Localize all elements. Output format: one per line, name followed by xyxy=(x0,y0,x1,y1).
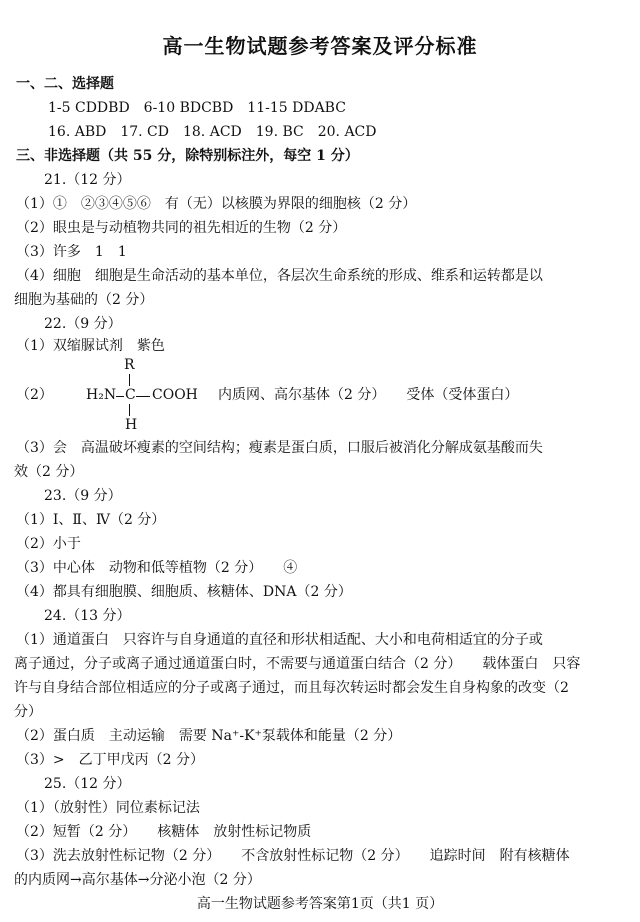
q23-answer-3: （3）中心体 动物和低等植物（2 分） ④ xyxy=(16,560,298,576)
section-heading-nonchoice: 三、非选择题（共 55 分，除特别标注外，每空 1 分） xyxy=(16,148,359,164)
q24-heading: 24.（13 分） xyxy=(44,608,131,624)
q22-answer-2-prefix: （2） xyxy=(16,387,53,403)
r-group-label: R xyxy=(124,357,135,373)
h-bond-line xyxy=(129,404,130,416)
q23-answer-2: （2）小于 xyxy=(16,536,81,552)
c-cooh-bond-line xyxy=(136,396,150,397)
carboxyl-group-label: COOH xyxy=(152,387,198,403)
q24-answer-3: （3）> 乙丁甲戊丙（2 分） xyxy=(16,752,204,768)
q24-answer-2: （2）蛋白质 主动运输 需要 Na⁺-K⁺泵载体和能量（2 分） xyxy=(16,728,402,744)
q25-answer-1: （1）（放射性）同位素标记法 xyxy=(16,800,200,816)
q21-heading: 21.（12 分） xyxy=(44,172,131,188)
page-footer: 高一生物试题参考答案第1页（共1 页） xyxy=(196,896,444,912)
amino-group-label: H₂N xyxy=(86,387,117,403)
alpha-carbon-label: C xyxy=(125,387,136,403)
q21-answer-1: （1）① ②③④⑤⑥ 有（无）以核膜为界限的细胞核（2 分） xyxy=(16,196,417,212)
q25-answer-3b: 的内质网→高尔基体→分泌小泡（2 分） xyxy=(14,872,261,888)
q25-heading: 25.（12 分） xyxy=(44,776,131,792)
section-heading-choice: 一、二、选择题 xyxy=(16,76,114,92)
q21-answer-2: （2）眼虫是与动植物共同的祖先相近的生物（2 分） xyxy=(16,220,347,236)
q22-answer-3a: （3）会 高温破坏瘦素的空间结构；瘦素是蛋白质，口服后被消化分解成氨基酸而失 xyxy=(16,440,543,456)
q22-answer-2-text: 内质网、高尔基体（2 分） 受体（受体蛋白） xyxy=(218,387,519,403)
q22-answer-1: （1）双缩脲试剂 紫色 xyxy=(16,338,165,354)
q24-answer-1d: 分） xyxy=(14,704,42,720)
q23-answer-4: （4）都具有细胞膜、细胞质、核糖体、DNA（2 分） xyxy=(16,584,352,600)
mc-answers-row-2: 16. ABD 17. CD 18. ACD 19. BC 20. ACD xyxy=(48,124,377,140)
r-bond-line xyxy=(129,374,130,386)
q23-heading: 23.（9 分） xyxy=(44,488,122,504)
n-c-bond-line xyxy=(116,396,124,397)
hydrogen-label: H xyxy=(125,417,138,433)
q21-answer-4a: （4）细胞 细胞是生命活动的基本单位，各层次生命系统的形成、维系和运转都是以 xyxy=(16,268,543,284)
q24-answer-1b: 离子通过，分子或离子通过通道蛋白时，不需要与通道蛋白结合（2 分） 载体蛋白 只容 xyxy=(14,656,581,672)
q24-answer-1c: 许与自身结合部位相适应的分子或离子通过，而且每次转运时都会发生自身构象的改变（2 xyxy=(14,680,569,696)
q25-answer-3a: （3）洗去放射性标记物（2 分） 不含放射性标记物（2 分） 追踪时间 附有核糖体 xyxy=(16,848,570,864)
q25-answer-2: （2）短暂（2 分） 核糖体 放射性标记物质 xyxy=(16,824,312,840)
q22-answer-3b: 效（2 分） xyxy=(14,464,84,480)
amino-acid-structure xyxy=(16,356,626,436)
page-title: 高一生物试题参考答案及评分标准 xyxy=(162,34,478,58)
q21-answer-4b: 细胞为基础的（2 分） xyxy=(14,292,154,308)
q23-answer-1: （1）Ⅰ、Ⅱ、Ⅳ（2 分） xyxy=(16,512,166,528)
mc-answers-row-1: 1-5 CDDBD 6-10 BDCBD 11-15 DDABC xyxy=(48,100,346,116)
q22-heading: 22.（9 分） xyxy=(44,316,122,332)
q21-answer-3: （3）许多 1 1 xyxy=(16,244,127,260)
q24-answer-1a: （1）通道蛋白 只容许与自身通道的直径和形状相适配、大小和电荷相适宜的分子或 xyxy=(16,632,543,648)
